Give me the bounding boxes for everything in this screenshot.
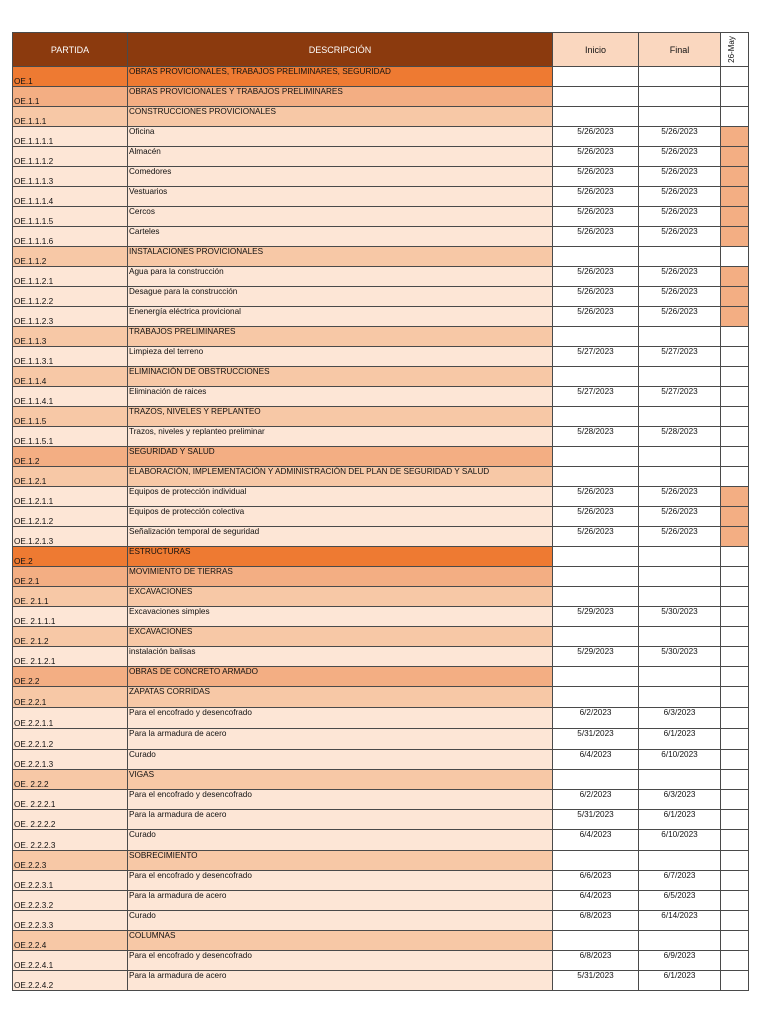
header-day-column [721,33,749,67]
description-cell: COLUMNAS [128,931,553,951]
partida-cell: OE.1.1.5.1 [13,427,128,447]
description-cell: Para el encofrado y desencofrado [128,951,553,971]
gantt-bar-cell [721,267,749,287]
gantt-empty-cell [721,587,749,607]
partida-cell: OE.1.2 [13,447,128,467]
table-row [13,427,749,447]
description-cell: Vestuarios [128,187,553,207]
final-cell [639,851,721,871]
table-row [13,830,749,851]
table-row [13,667,749,687]
table-row [13,67,749,87]
partida-cell: OE.1.1.4.1 [13,387,128,407]
final-cell: 6/10/2023 [639,750,721,770]
partida-cell: OE.1.2.1 [13,467,128,487]
gantt-empty-cell [721,347,749,367]
description-cell: MOVIMIENTO DE TIERRAS [128,567,553,587]
description-cell: ELIMINACIÓN DE OBSTRUCCIONES [128,367,553,387]
description-cell: Cercos [128,207,553,227]
gantt-empty-cell [721,931,749,951]
table-row [13,708,749,729]
partida-cell: OE.1.1.1.4 [13,187,128,207]
description-cell: Enenergía eléctrica provicional [128,307,553,327]
partida-cell: OE.2.2.1.2 [13,729,128,750]
final-cell [639,447,721,467]
final-cell [639,367,721,387]
partida-cell: OE.2.2.4 [13,931,128,951]
partida-cell: OE.2.2.1.3 [13,750,128,770]
inicio-cell: 5/31/2023 [553,810,639,830]
description-cell: Para la armadura de acero [128,810,553,830]
table-row [13,871,749,891]
gantt-empty-cell [721,810,749,830]
gantt-bar-cell [721,287,749,307]
table-row [13,587,749,607]
inicio-cell: 5/26/2023 [553,307,639,327]
table-row [13,207,749,227]
partida-cell: OE.2.2.3 [13,851,128,871]
description-cell: ELABORACIÓN, IMPLEMENTACIÓN Y ADMINISTRACIÓN DEL PLAN DE SEGURIDAD Y SALUD [128,467,553,487]
partida-cell: OE.1.1.3 [13,327,128,347]
inicio-cell [553,107,639,127]
description-cell: Equipos de protección individual [128,487,553,507]
final-cell: 5/26/2023 [639,227,721,247]
gantt-empty-cell [721,729,749,750]
partida-cell: OE.1.1.1.5 [13,207,128,227]
partida-cell: OE.1.2.1.1 [13,487,128,507]
inicio-cell [553,327,639,347]
table-row [13,187,749,207]
final-cell: 5/27/2023 [639,347,721,367]
description-cell: ZAPATAS CORRIDAS [128,687,553,708]
partida-cell: OE.1.1.3.1 [13,347,128,367]
description-cell: OBRAS PROVICIONALES, TRABAJOS PRELIMINARES, SEGURIDAD [128,67,553,87]
partida-cell: OE. 2.2.2.1 [13,790,128,810]
inicio-cell: 6/4/2023 [553,891,639,911]
description-cell: TRAZOS, NIVELES Y REPLANTEO [128,407,553,427]
gantt-empty-cell [721,790,749,810]
gantt-empty-cell [721,627,749,647]
inicio-cell: 5/26/2023 [553,227,639,247]
inicio-cell [553,931,639,951]
description-cell: Curado [128,911,553,931]
final-cell: 6/14/2023 [639,911,721,931]
inicio-cell: 5/26/2023 [553,507,639,527]
description-cell: VIGAS [128,770,553,790]
table-row [13,770,749,790]
partida-cell: OE. 2.1.2.1 [13,647,128,667]
table-body [13,67,749,991]
description-cell: Para el encofrado y desencofrado [128,790,553,810]
inicio-cell: 6/2/2023 [553,790,639,810]
inicio-cell: 5/26/2023 [553,147,639,167]
inicio-cell: 5/26/2023 [553,527,639,547]
partida-cell: OE.2.2.3.3 [13,911,128,931]
gantt-empty-cell [721,367,749,387]
partida-cell: OE. 2.2.2 [13,770,128,790]
partida-cell: OE. 2.2.2.3 [13,830,128,851]
final-cell: 6/7/2023 [639,871,721,891]
description-cell: Carteles [128,227,553,247]
gantt-empty-cell [721,547,749,567]
table-row [13,547,749,567]
final-cell: 6/3/2023 [639,708,721,729]
table-row [13,347,749,367]
partida-cell: OE.1.1.4 [13,367,128,387]
description-cell: SEGURIDAD Y SALUD [128,447,553,467]
inicio-cell: 6/8/2023 [553,911,639,931]
final-cell: 6/1/2023 [639,971,721,991]
inicio-cell: 5/26/2023 [553,167,639,187]
gantt-empty-cell [721,387,749,407]
final-cell: 5/26/2023 [639,307,721,327]
schedule-table [12,32,749,991]
description-cell: Equipos de protección colectiva [128,507,553,527]
table-row [13,971,749,991]
final-cell [639,407,721,427]
partida-cell: OE. 2.1.2 [13,627,128,647]
partida-cell: OE.1.1.5 [13,407,128,427]
table-row [13,790,749,810]
final-cell: 5/26/2023 [639,147,721,167]
gantt-empty-cell [721,567,749,587]
table-row [13,227,749,247]
partida-cell: OE.1.2.1.2 [13,507,128,527]
description-cell: SOBRECIMIENTO [128,851,553,871]
gantt-bar-cell [721,187,749,207]
table-row [13,527,749,547]
table-row [13,387,749,407]
final-cell [639,770,721,790]
partida-cell: OE.1.1.2.1 [13,267,128,287]
partida-cell: OE. 2.2.2.2 [13,810,128,830]
table-row [13,247,749,267]
table-row [13,931,749,951]
description-cell: Trazos, niveles y replanteo preliminar [128,427,553,447]
header-descripcion: DESCRIPCIÓN [128,33,553,67]
gantt-empty-cell [721,951,749,971]
gantt-bar-cell [721,127,749,147]
table-row [13,107,749,127]
table-row [13,327,749,347]
final-cell: 5/30/2023 [639,647,721,667]
gantt-empty-cell [721,770,749,790]
description-cell: Comedores [128,167,553,187]
inicio-cell [553,367,639,387]
table-row [13,750,749,770]
description-cell: Señalización temporal de seguridad [128,527,553,547]
description-cell: Curado [128,750,553,770]
description-cell: Limpieza del terreno [128,347,553,367]
table-row [13,729,749,750]
table-row [13,810,749,830]
final-cell: 6/3/2023 [639,790,721,810]
inicio-cell [553,687,639,708]
partida-cell: OE.2.2.3.1 [13,871,128,891]
inicio-cell [553,547,639,567]
header-day-label: 26-May [727,36,736,63]
partida-cell: OE.2.2.1.1 [13,708,128,729]
description-cell: EXCAVACIONES [128,627,553,647]
inicio-cell: 6/4/2023 [553,750,639,770]
final-cell: 5/26/2023 [639,507,721,527]
table-row [13,851,749,871]
gantt-empty-cell [721,607,749,627]
final-cell: 5/26/2023 [639,267,721,287]
partida-cell: OE.1.1.2.2 [13,287,128,307]
inicio-cell: 5/31/2023 [553,729,639,750]
partida-cell: OE.1.1.1 [13,107,128,127]
description-cell: OBRAS DE CONCRETO ARMADO [128,667,553,687]
gantt-empty-cell [721,427,749,447]
gantt-bar-cell [721,147,749,167]
inicio-cell: 6/8/2023 [553,951,639,971]
description-cell: Desague para la construcción [128,287,553,307]
partida-cell: OE.2.2 [13,667,128,687]
description-cell: Excavaciones simples [128,607,553,627]
final-cell: 6/10/2023 [639,830,721,851]
final-cell [639,67,721,87]
description-cell: EXCAVACIONES [128,587,553,607]
partida-cell: OE. 2.1.1.1 [13,607,128,627]
final-cell [639,587,721,607]
inicio-cell [553,567,639,587]
table-row [13,407,749,427]
final-cell: 5/30/2023 [639,607,721,627]
final-cell [639,247,721,267]
description-cell: Almacén [128,147,553,167]
gantt-empty-cell [721,67,749,87]
final-cell [639,567,721,587]
description-cell: Agua para la construcción [128,267,553,287]
final-cell: 6/1/2023 [639,729,721,750]
gantt-bar-cell [721,307,749,327]
inicio-cell [553,247,639,267]
partida-cell: OE.1.1.1.1 [13,127,128,147]
inicio-cell: 5/26/2023 [553,187,639,207]
inicio-cell [553,851,639,871]
inicio-cell [553,447,639,467]
final-cell: 5/26/2023 [639,487,721,507]
gantt-empty-cell [721,327,749,347]
description-cell: instalación balisas [128,647,553,667]
table-row [13,267,749,287]
final-cell: 5/26/2023 [639,127,721,147]
partida-cell: OE.1.1.1.6 [13,227,128,247]
partida-cell: OE.1.1.1.2 [13,147,128,167]
inicio-cell [553,587,639,607]
inicio-cell [553,667,639,687]
table-row [13,487,749,507]
header-inicio: Inicio [553,33,639,67]
partida-cell: OE.2.2.1 [13,687,128,708]
table-row [13,891,749,911]
gantt-bar-cell [721,167,749,187]
gantt-empty-cell [721,708,749,729]
final-cell: 5/28/2023 [639,427,721,447]
description-cell: ESTRUCTURAS [128,547,553,567]
gantt-bar-cell [721,527,749,547]
inicio-cell: 5/27/2023 [553,347,639,367]
table-row [13,147,749,167]
final-cell: 5/26/2023 [639,187,721,207]
table-row [13,951,749,971]
table-row [13,447,749,467]
description-cell: INSTALACIONES PROVICIONALES [128,247,553,267]
partida-cell: OE.1 [13,67,128,87]
inicio-cell: 5/29/2023 [553,647,639,667]
gantt-empty-cell [721,851,749,871]
gantt-empty-cell [721,647,749,667]
partida-cell: OE.1.2.1.3 [13,527,128,547]
final-cell [639,107,721,127]
inicio-cell [553,467,639,487]
partida-cell: OE.1.1 [13,87,128,107]
inicio-cell [553,87,639,107]
gantt-empty-cell [721,750,749,770]
final-cell: 5/26/2023 [639,207,721,227]
header-final: Final [639,33,721,67]
description-cell: TRABAJOS PRELIMINARES [128,327,553,347]
final-cell: 5/26/2023 [639,527,721,547]
description-cell: Para la armadura de acero [128,891,553,911]
table-row [13,467,749,487]
final-cell [639,547,721,567]
gantt-bar-cell [721,227,749,247]
partida-cell: OE.1.1.2 [13,247,128,267]
inicio-cell: 5/31/2023 [553,971,639,991]
inicio-cell: 6/4/2023 [553,830,639,851]
table-row [13,687,749,708]
inicio-cell: 6/6/2023 [553,871,639,891]
final-cell [639,687,721,708]
partida-cell: OE. 2.1.1 [13,587,128,607]
gantt-empty-cell [721,971,749,991]
final-cell [639,667,721,687]
header-partida: PARTIDA [13,33,128,67]
table-row [13,607,749,627]
description-cell: Oficina [128,127,553,147]
description-cell: Para la armadura de acero [128,729,553,750]
partida-cell: OE.2.2.4.2 [13,971,128,991]
gantt-empty-cell [721,87,749,107]
table-row [13,567,749,587]
final-cell [639,627,721,647]
partida-cell: OE.2.1 [13,567,128,587]
description-cell: Para el encofrado y desencofrado [128,871,553,891]
final-cell: 5/27/2023 [639,387,721,407]
inicio-cell: 5/28/2023 [553,427,639,447]
inicio-cell: 5/26/2023 [553,267,639,287]
final-cell: 5/26/2023 [639,167,721,187]
final-cell: 6/1/2023 [639,810,721,830]
partida-cell: OE.2 [13,547,128,567]
gantt-empty-cell [721,467,749,487]
gantt-empty-cell [721,407,749,427]
table-row [13,287,749,307]
inicio-cell: 5/26/2023 [553,287,639,307]
table-row [13,167,749,187]
description-cell: Eliminación de raices [128,387,553,407]
gantt-empty-cell [721,911,749,931]
partida-cell: OE.2.2.4.1 [13,951,128,971]
gantt-empty-cell [721,107,749,127]
description-cell: Para la armadura de acero [128,971,553,991]
final-cell: 6/9/2023 [639,951,721,971]
inicio-cell: 5/26/2023 [553,207,639,227]
inicio-cell: 5/26/2023 [553,487,639,507]
final-cell [639,467,721,487]
description-cell: Para el encofrado y desencofrado [128,708,553,729]
table-row [13,647,749,667]
gantt-empty-cell [721,687,749,708]
final-cell [639,87,721,107]
gantt-bar-cell [721,207,749,227]
inicio-cell [553,67,639,87]
gantt-empty-cell [721,247,749,267]
description-cell: OBRAS PROVICIONALES Y TRABAJOS PRELIMINARES [128,87,553,107]
final-cell: 6/5/2023 [639,891,721,911]
table-header [13,33,749,67]
table-row [13,87,749,107]
table-row [13,627,749,647]
table-row [13,307,749,327]
inicio-cell: 6/2/2023 [553,708,639,729]
inicio-cell [553,407,639,427]
partida-cell: OE.1.1.2.3 [13,307,128,327]
gantt-empty-cell [721,891,749,911]
table-row [13,127,749,147]
gantt-empty-cell [721,871,749,891]
header-row [13,33,749,67]
gantt-bar-cell [721,507,749,527]
gantt-empty-cell [721,667,749,687]
gantt-bar-cell [721,487,749,507]
final-cell [639,931,721,951]
description-cell: CONSTRUCCIONES PROVICIONALES [128,107,553,127]
final-cell [639,327,721,347]
table-row [13,911,749,931]
final-cell: 5/26/2023 [639,287,721,307]
inicio-cell: 5/27/2023 [553,387,639,407]
partida-cell: OE.2.2.3.2 [13,891,128,911]
inicio-cell [553,627,639,647]
inicio-cell [553,770,639,790]
table-row [13,507,749,527]
inicio-cell: 5/29/2023 [553,607,639,627]
partida-cell: OE.1.1.1.3 [13,167,128,187]
description-cell: Curado [128,830,553,851]
gantt-empty-cell [721,447,749,467]
table-row [13,367,749,387]
gantt-empty-cell [721,830,749,851]
inicio-cell: 5/26/2023 [553,127,639,147]
